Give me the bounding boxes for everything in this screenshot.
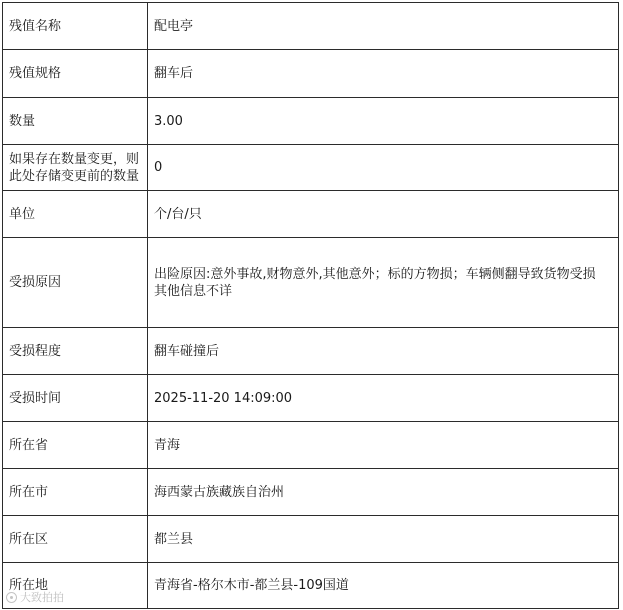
- field-label: 残值规格: [3, 50, 148, 98]
- field-value: 2025-11-20 14:09:00: [148, 375, 619, 422]
- table-row: [3, 191, 619, 238]
- table-row: [3, 422, 619, 469]
- table-row: [3, 98, 619, 145]
- field-label: 所在市: [3, 469, 148, 516]
- field-value: 都兰县: [148, 516, 619, 563]
- field-label: 受损时间: [3, 375, 148, 422]
- field-label: 所在地: [3, 563, 148, 609]
- detail-table: [2, 2, 619, 609]
- watermark: [6, 589, 64, 605]
- table-row: [3, 3, 619, 50]
- weibo-icon: [6, 592, 17, 603]
- field-value: 青海: [148, 422, 619, 469]
- field-value: 个/台/只: [148, 191, 619, 238]
- field-value: 出险原因:意外事故,财物意外,其他意外；标的方物损；车辆侧翻导致货物受损 其他信息不详: [148, 238, 619, 328]
- field-label: 数量: [3, 98, 148, 145]
- field-label: 单位: [3, 191, 148, 238]
- table-row: [3, 145, 619, 191]
- field-value: 青海省-格尔木市-都兰县-109国道: [148, 563, 619, 609]
- table-row: [3, 516, 619, 563]
- table-row: [3, 563, 619, 609]
- field-label: 如果存在数量变更，则此处存储变更前的数量: [3, 145, 148, 191]
- table-row: [3, 375, 619, 422]
- field-label: 所在省: [3, 422, 148, 469]
- field-label: 受损程度: [3, 328, 148, 375]
- field-value: 0: [148, 145, 619, 191]
- field-label: 受损原因: [3, 238, 148, 328]
- field-value: 配电亭: [148, 3, 619, 50]
- field-value: 翻车碰撞后: [148, 328, 619, 375]
- table-row: [3, 469, 619, 516]
- field-value: 翻车后: [148, 50, 619, 98]
- field-label: 残值名称: [3, 3, 148, 50]
- field-value: 海西蒙古族藏族自治州: [148, 469, 619, 516]
- table-row: [3, 238, 619, 328]
- watermark-text: 大致拍拍: [20, 591, 64, 604]
- field-label: 所在区: [3, 516, 148, 563]
- table-row: [3, 328, 619, 375]
- table-row: [3, 50, 619, 98]
- field-value: 3.00: [148, 98, 619, 145]
